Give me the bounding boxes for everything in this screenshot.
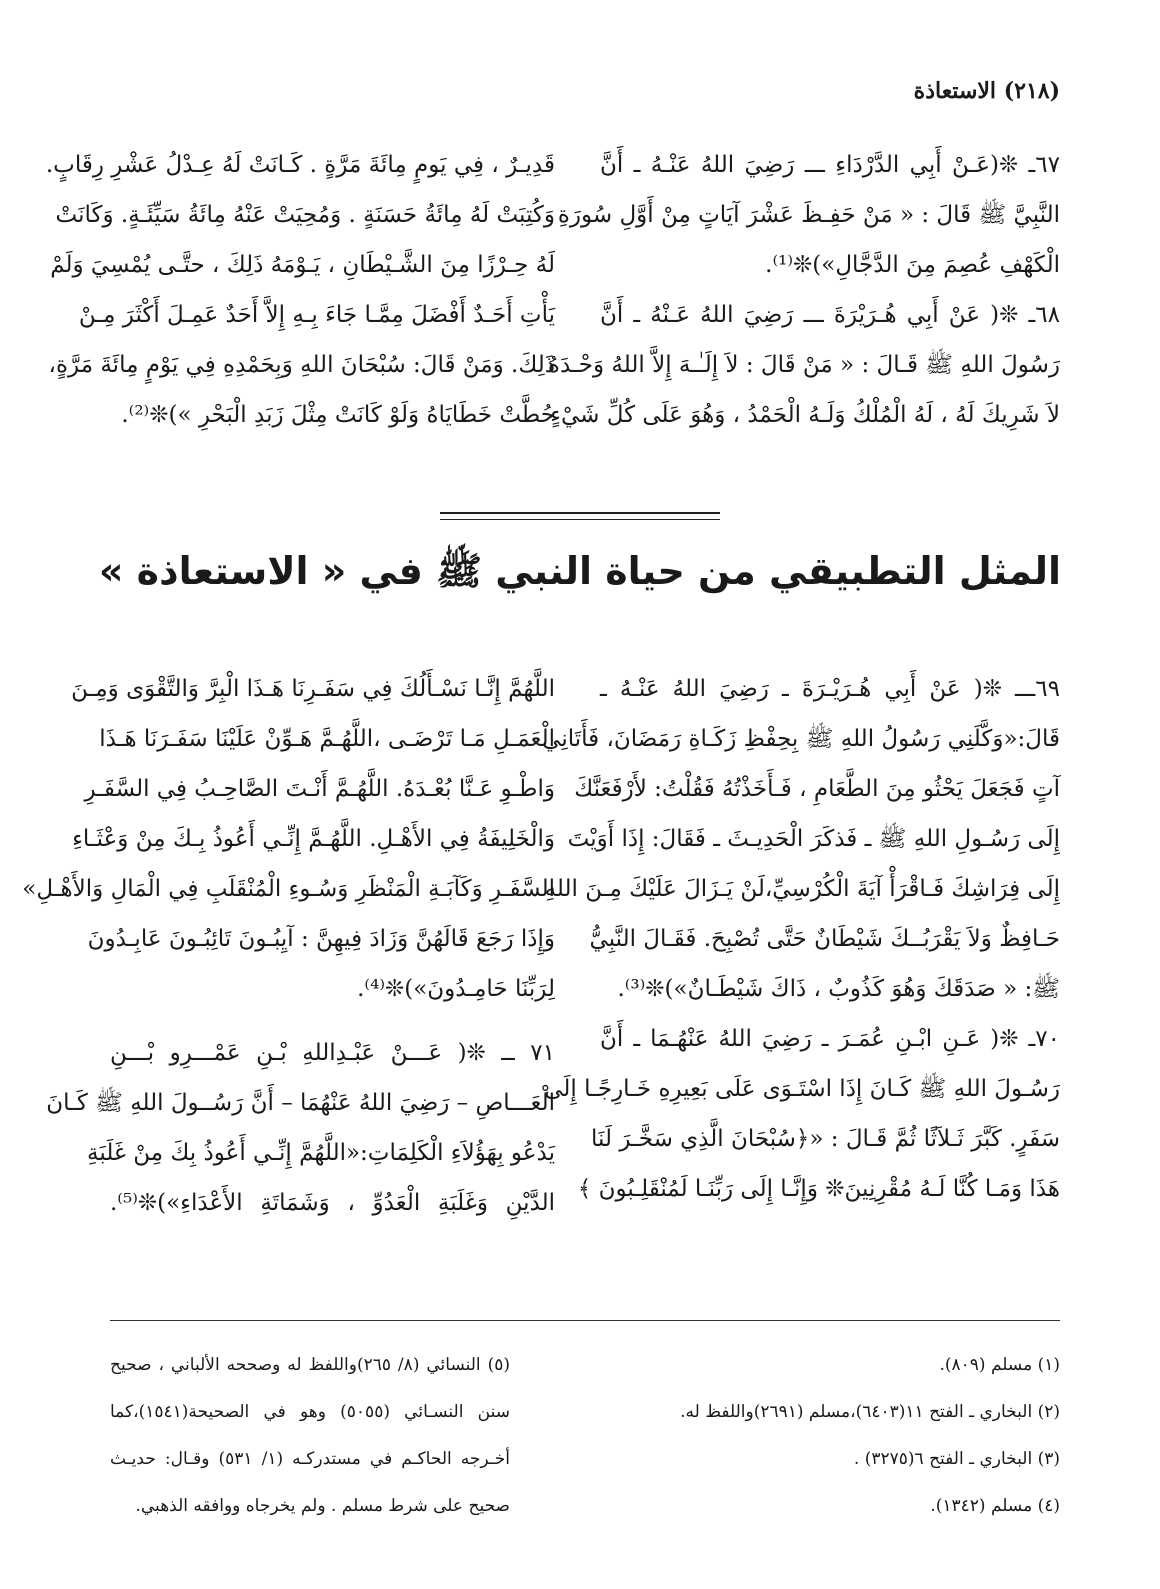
footnote: (٤) مسلم (١٣٤٢). xyxy=(930,1496,1060,1516)
text-line: ذَلِكَ. وَمَنْ قَالَ: سُبْحَانَ اللهِ وَبِحَمْدِهِ فِي يَوْمٍ مِائَةَ مَرَّةٍ، xyxy=(48,352,555,378)
text-line: وَالْخَلِيفَةُ فِي الأَهْـلِ. اللَّهُـمَّ إِنِّـي أَعُوذُ بِـكَ مِنْ وَعْثَـاءِ xyxy=(72,826,555,852)
footnotes-right xyxy=(620,1342,1060,1530)
text-line: رَسُـولَ اللهِ ﷺ كَـانَ إِذَا اسْتَـوَى عَلَى بَعِيرِهِ خَـارِجًـا إِلَى xyxy=(544,1076,1060,1102)
text-line: ﷺ: « صَدَقَكَ وَهُوَ كَذُوبٌ ، ذَاكَ شَيْطَـانٌ»)❊⁽³⁾. xyxy=(617,976,1060,1002)
text-line: ٦٩ـــ ❊( عَنْ أَبِي هُـرَيْـرَةَ ـ رَضِيَ اللهُ عَنْـهُ ـ xyxy=(600,676,1060,702)
text-line: لِرَبِّنَا حَامِـدُونَ»)❊⁽⁴⁾. xyxy=(357,976,555,1002)
page-header: (٢١٨) الاستعاذة xyxy=(913,78,1060,104)
text-line: إِلَى فِرَاشِكَ فَـاقْرَأْ آيَةَ الْكُرْسِيِّ،لَنْ يَـزَالَ عَلَيْكَ مِـنَ اللهِ xyxy=(544,876,1060,902)
text-line: قَالَ:«وَكَّلَنِي رَسُولُ اللهِ ﷺ بِحِفْظِ زَكَـاةِ رَمَضَانَ، فَأَتَانِي xyxy=(542,726,1060,752)
footnote: (١) مسلم (٨٠٩). xyxy=(939,1355,1060,1375)
hadith-column-bottom-right xyxy=(542,664,1060,1214)
text-line: الْعَـــاصِ – رَضِيَ اللهُ عَنْهُمَا – أَنَّ رَسُــولَ اللهِ ﷺ كَـانَ xyxy=(46,1090,555,1116)
text-line: الْعَمَـلِ مَـا تَرْضَـى ،اللَّهُـمَّ هَـوِّنْ عَلَيْنَا سَفَـرَنَا هَـذَا xyxy=(99,726,555,752)
text-line: رَسُولَ اللهِ ﷺ قَـالَ : « مَنْ قَالَ : لاَ إِلَـٰـهَ إِلاَّ اللهُ وَحْـدَهُ xyxy=(547,352,1060,378)
footnote: (٥) النسائي (٨/ ٢٦٥)واللفظ له وصححه الألباني ، صحيح xyxy=(110,1355,511,1375)
text-line: لاَ شَرِيكَ لَهُ ، لَهُ الْمُلْكُ وَلَـهُ الْحَمْدُ ، وَهُوَ عَلَى كُلِّ شَيْءٍ xyxy=(550,402,1060,428)
text-line: ٧٠ـ ❊( عَـنِ ابْـنِ عُمَـرَ ـ رَضِيَ اللهُ عَنْهُـمَا ـ أَنَّ xyxy=(600,1026,1060,1052)
text-line: إِلَى رَسُـولِ اللهِ ﷺ ـ فَذكَرَ الْحَدِيـثَ ـ فَقَالَ: إِذَا أَوَيْتَ xyxy=(567,826,1060,852)
footnote: (٢) البخاري ـ الفتح ١١(٦٤٠٣)،مسلم (٢٦٩١)واللفظ له. xyxy=(680,1402,1060,1422)
footnotes-left xyxy=(110,1342,510,1530)
footnote: سنن النسـائي (٥٠٥٥) وهو في الصحيحة(١٥٤١)،كما xyxy=(110,1402,510,1422)
section-divider xyxy=(440,512,720,514)
footnote: (٣) البخاري ـ الفتح ٦(٣٢٧٥) . xyxy=(853,1449,1060,1469)
hadith-column-top-right xyxy=(547,140,1060,440)
text-line: قَدِيـرٌ ، فِي يَومٍ مِائَةَ مَرَّةٍ . كَـانَتْ لَهُ عِـدْلُ عَشْرِ رِقَابٍ. xyxy=(45,152,555,178)
footnote: صحيح على شرط مسلم . ولم يخرجاه ووافقه الذهبي. xyxy=(135,1496,510,1516)
hadith-column-bottom-left xyxy=(22,664,555,1228)
footnote: أخـرجه الحاكـم في مستدركـه (١/ ٥٣١) وقـال: حديـث xyxy=(110,1449,510,1469)
text-line: آتٍ فَجَعَلَ يَحْثُو مِنَ الطَّعَامِ ، فَـأَخَذْتُهُ فَقُلْتُ: لأَرْفَعَنَّكَ xyxy=(574,776,1060,802)
text-line: ٧١ ــ ❊( عَـــنْ عَبْـدِاللهِ بْـنِ عَمْـــرِو بْـــنِ xyxy=(110,1040,555,1066)
text-line: هَذَا وَمَـا كُنَّا لَـهُ مُقْرِنِينَ❊ وَإِنَّـا إِلَى رَبِّنَـا لَمُنْقَلِـبُونَ ﴾ xyxy=(577,1176,1060,1202)
text-line: الدَّيْنِ وَغَلَبَةِ الْعَدُوِّ ، وَشَمَاتَةِ الأَعْدَاءِ»)❊⁽⁵⁾. xyxy=(110,1190,555,1216)
text-line: الْكَهْفِ عُصِمَ مِنَ الدَّجَّالِ»)❊⁽¹⁾. xyxy=(765,252,1060,278)
text-line: وَكُتِبَتْ لَهُ مِائَةُ حَسَنَةٍ . وَمُحِيَتْ عَنْهُ مِائَةُ سَيِّئَـةٍ. وَكَانَتْ xyxy=(55,202,555,228)
text-line: سَفَرٍ. كَبَّرَ ثَـلاَثًا ثُمَّ قَـالَ : «﴿سُبْحَانَ الَّذِي سَخَّـرَ لَنَا xyxy=(591,1126,1060,1152)
text-line: ٦٨ـ ❊( عَنْ أَبِي هُـرَيْرَةَ ـــ رَضِيَ اللهُ عَـنْهُ ـ أَنَّ xyxy=(600,302,1060,328)
text-line: يَأْتِ أَحَـدٌ أَفْضَلَ مِمَّـا جَاءَ بِـهِ إِلاَّ أَحَدٌ عَمِـلَ أَكْثَرَ مِـنْ xyxy=(78,302,555,328)
text-line: ٦٧ـ ❊(عَـنْ أَبِي الدَّرْدَاءِ ـــ رَضِيَ اللهُ عَنْـهُ ـ أَنَّ xyxy=(600,152,1060,178)
text-line: وَاطْـوِ عَـنَّا بُعْـدَهُ. اللَّهُـمَّ أَنْـتَ الصَّاحِـبُ فِي السَّفَـرِ xyxy=(84,776,555,802)
text-line: حَـافِظٌ وَلاَ يَقْرَبُــكَ شَيْطَانٌ حَتَّى تُصْبِحَ. فَقَـالَ النَّبِيُّ xyxy=(589,926,1060,952)
hadith-column-top-left xyxy=(45,140,555,440)
text-line: النَّبِيَّ ﷺ قَالَ : « مَنْ حَفِـظَ عَشْرَ آيَاتٍ مِنْ أَوَّلِ سُورَةِ xyxy=(557,202,1060,228)
section-divider-thin xyxy=(440,519,720,520)
footnote-rule xyxy=(110,1320,1060,1321)
text-line: اللَّهُمَّ إِنَّـا نَسْـأَلُكَ فِي سَفَـرِنَا هَـذَا الْبِرَّ وَالتَّقْوَى وَمِـنَ xyxy=(71,676,555,702)
text-line: حُطَّتْ خَطَايَاهُ وَلَوْ كَانَتْ مِثْلَ زَبَدِ الْبَحْرِ »)❊⁽²⁾. xyxy=(121,402,555,428)
text-line: لَهُ حِـرْزًا مِنَ الشَّـيْطَانِ ، يَـوْمَهُ ذَلِكَ ، حتَّـى يُمْسِيَ وَلَمْ xyxy=(50,252,555,278)
text-line: يَدْعُو بِهَؤُلاَءِ الْكَلِمَاتِ:«اللَّهُمَّ إِنِّـي أَعُوذُ بِكَ مِنْ غَلَبَةِ xyxy=(87,1140,555,1166)
text-line: السَّفَـرِ وَكَآبَـةِ الْمَنْظَرِ وَسُـوءِ الْمُنْقَلَبِ فِي الْمَالِ وَالأَهْـلِ» xyxy=(22,876,555,902)
section-title: المثل التطبيقي من حياة النبي ﷺ في « الاستعاذة » xyxy=(98,549,1062,593)
text-line: وَإِذَا رَجَعَ قَالَهُنَّ وَزَادَ فِيهِنَّ : آيِبُـونَ تَائِبُـونَ عَابِـدُونَ xyxy=(87,926,555,952)
